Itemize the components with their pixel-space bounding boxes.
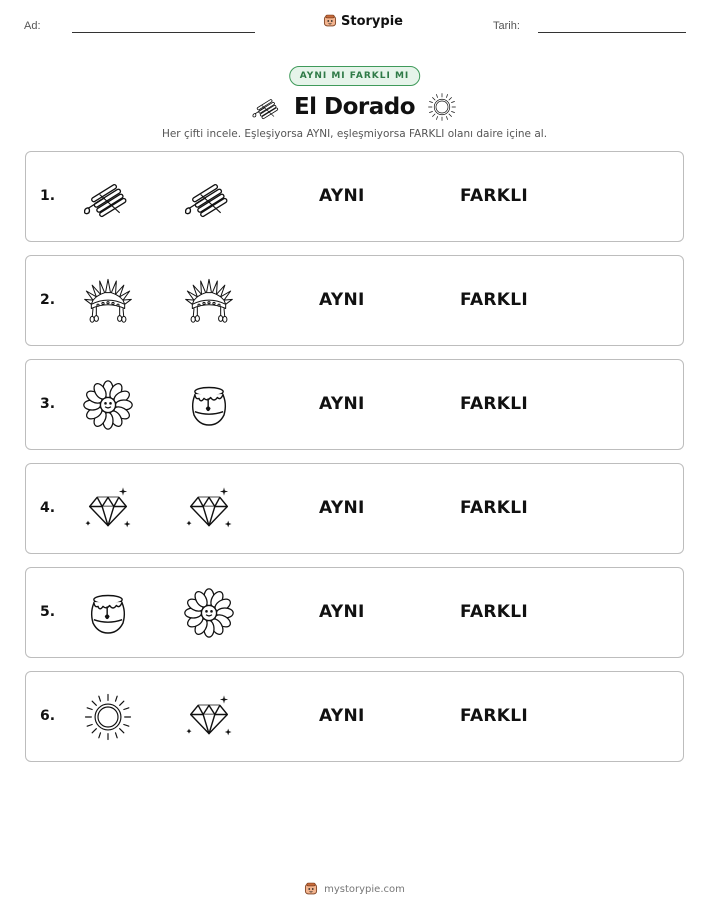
- option-same[interactable]: AYNI: [319, 602, 365, 622]
- footer: [0, 881, 709, 897]
- question-number: 1.: [40, 188, 56, 204]
- flower-icon: [181, 588, 237, 638]
- flower-icon: [80, 380, 136, 430]
- diamond-icon: [80, 484, 136, 534]
- option-different[interactable]: FARKLI: [460, 602, 529, 622]
- brand-name: Storypie: [341, 13, 403, 29]
- question-row: [25, 359, 684, 450]
- name-label: Ad:: [24, 20, 41, 32]
- option-same[interactable]: AYNI: [319, 498, 365, 518]
- option-different[interactable]: FARKLI: [460, 290, 529, 310]
- option-different[interactable]: FARKLI: [460, 706, 529, 726]
- mascot-icon: [323, 13, 337, 29]
- date-label: Tarih:: [493, 20, 520, 32]
- title-row: [0, 92, 709, 122]
- diamond-icon: [181, 692, 237, 742]
- name-line[interactable]: [72, 32, 255, 33]
- sun-icon: [80, 692, 136, 742]
- option-same[interactable]: AYNI: [319, 394, 365, 414]
- headdress-icon: [80, 276, 136, 326]
- raft-icon: [80, 172, 136, 222]
- pot-icon: [181, 380, 237, 430]
- question-number: 5.: [40, 604, 56, 620]
- option-different[interactable]: FARKLI: [460, 498, 529, 518]
- page-title: El Dorado: [293, 94, 416, 120]
- diamond-icon: [181, 484, 237, 534]
- option-same[interactable]: AYNI: [319, 706, 365, 726]
- question-number: 3.: [40, 396, 56, 412]
- brand-logo: [323, 13, 403, 29]
- date-line[interactable]: [538, 32, 686, 33]
- option-different[interactable]: FARKLI: [460, 394, 529, 414]
- question-number: 2.: [40, 292, 56, 308]
- headdress-icon: [181, 276, 237, 326]
- footer-url: mystorypie.com: [324, 883, 405, 895]
- option-same[interactable]: AYNI: [319, 290, 365, 310]
- question-row: [25, 255, 684, 346]
- question-row: [25, 671, 684, 762]
- option-different[interactable]: FARKLI: [460, 186, 529, 206]
- instructions: Her çifti incele. Eşleşiyorsa AYNI, eşleşmiyorsa FARKLI olanı daire içine al.: [161, 128, 548, 140]
- raft-icon: [181, 172, 237, 222]
- pot-icon: [80, 588, 136, 638]
- question-row: [25, 567, 684, 658]
- question-number: 4.: [40, 500, 56, 516]
- mascot-icon: [304, 881, 318, 897]
- raft-icon: [252, 94, 282, 120]
- question-number: 6.: [40, 708, 56, 724]
- activity-badge: AYNI MI FARKLI MI: [289, 66, 421, 86]
- option-same[interactable]: AYNI: [319, 186, 365, 206]
- question-row: [25, 463, 684, 554]
- sun-icon: [427, 92, 457, 122]
- question-row: [25, 151, 684, 242]
